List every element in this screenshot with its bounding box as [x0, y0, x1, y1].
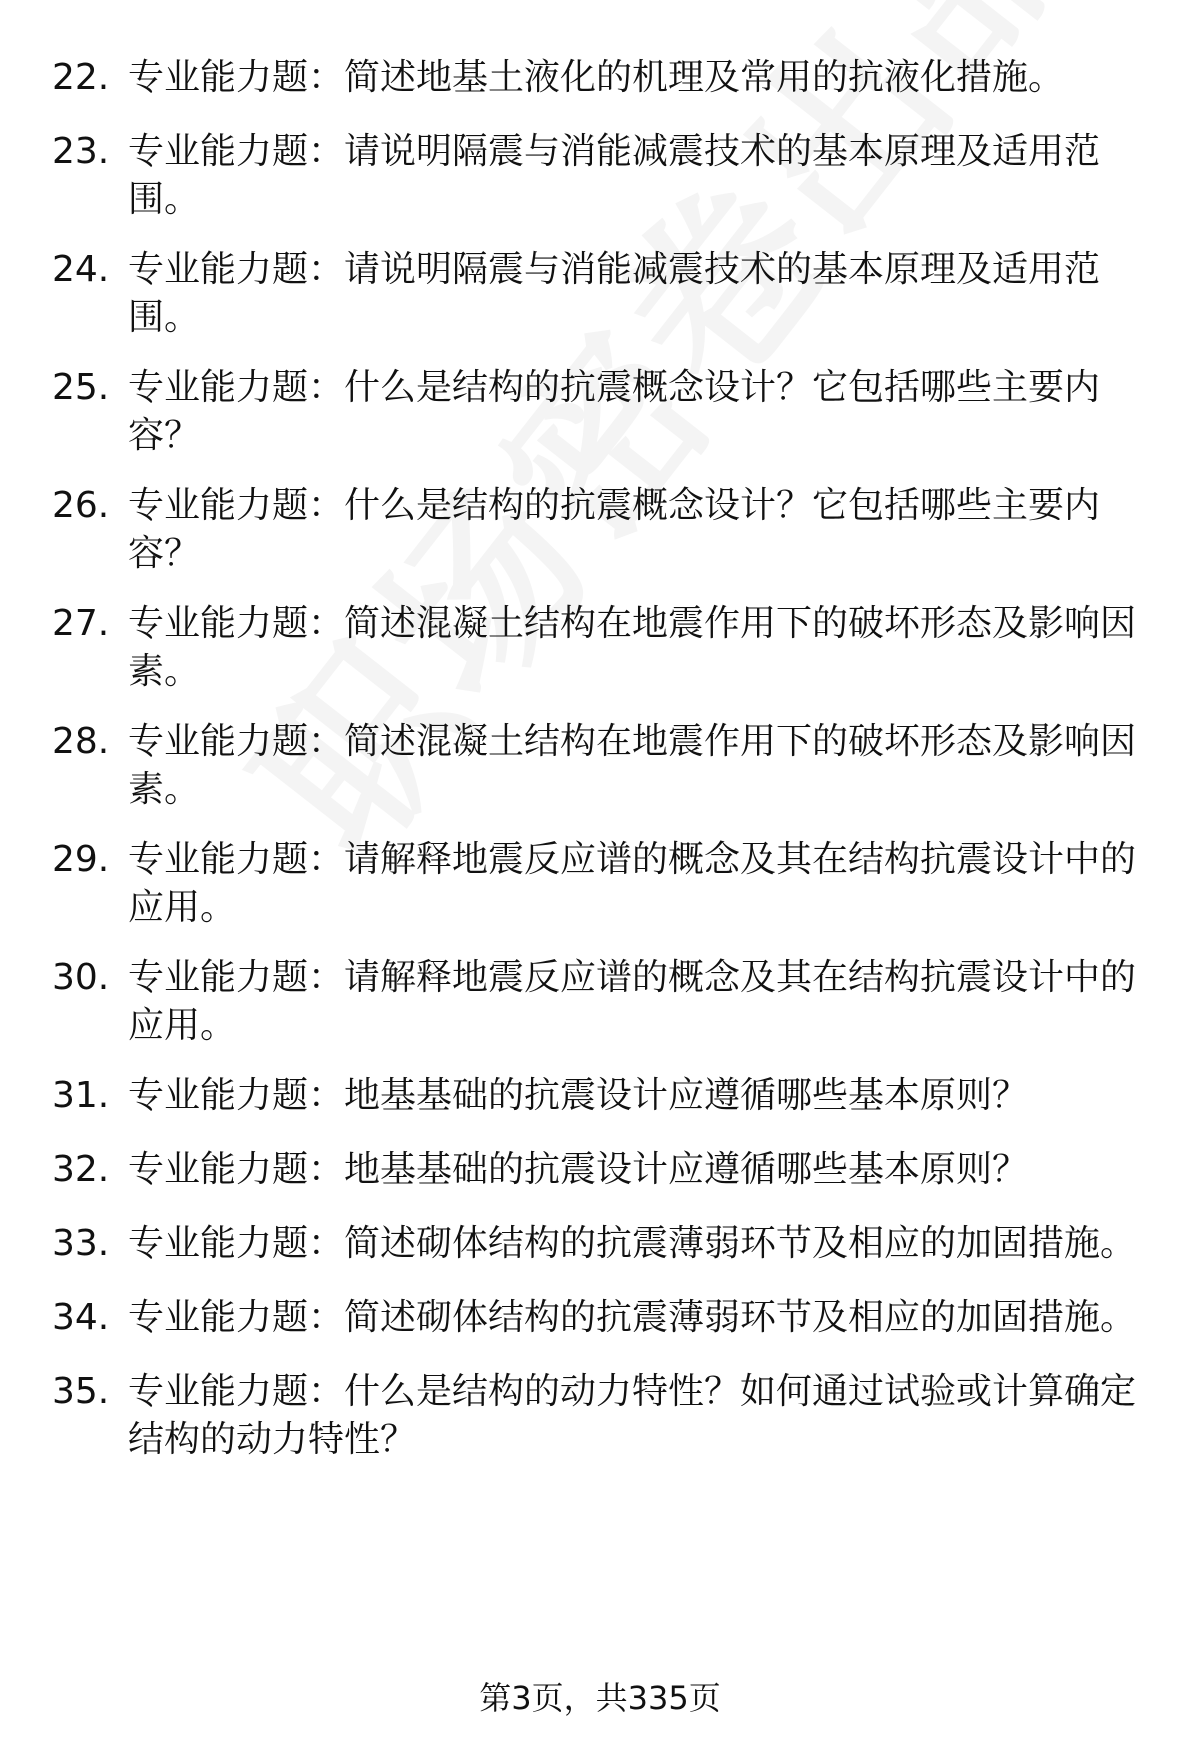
question-text: 专业能力题：什么是结构的抗震概念设计？它包括哪些主要内容？ [128, 367, 1101, 456]
list-item [52, 1368, 1152, 1464]
question-number: 28. [52, 721, 110, 762]
question-number: 35. [52, 1371, 110, 1412]
question-text: 专业能力题：请说明隔震与消能减震技术的基本原理及适用范围。 [128, 131, 1101, 220]
question-text: 专业能力题：什么是结构的抗震概念设计？它包括哪些主要内容？ [128, 485, 1101, 574]
page-footer: 第3页，共335页 [479, 1679, 721, 1717]
question-text: 专业能力题：简述砌体结构的抗震薄弱环节及相应的加固措施。 [128, 1297, 1137, 1338]
list-item [52, 836, 1152, 932]
question-text: 专业能力题：请说明隔震与消能减震技术的基本原理及适用范围。 [128, 249, 1101, 338]
list-item [52, 1072, 1152, 1120]
question-text: 专业能力题：地基基础的抗震设计应遵循哪些基本原则？ [128, 1149, 1029, 1190]
list-item [52, 1146, 1152, 1194]
question-text: 专业能力题：什么是结构的动力特性？如何通过试验或计算确定结构的动力特性？ [128, 1371, 1137, 1460]
list-item [52, 246, 1152, 342]
question-number: 23. [52, 131, 110, 172]
list-item [52, 1294, 1152, 1342]
question-number: 25. [52, 367, 110, 408]
list-item [52, 54, 1152, 102]
question-number: 26. [52, 485, 110, 526]
question-text: 专业能力题：请解释地震反应谱的概念及其在结构抗震设计中的应用。 [128, 957, 1137, 1046]
list-item [52, 364, 1152, 460]
question-number: 29. [52, 839, 110, 880]
list-item [52, 718, 1152, 814]
question-text: 专业能力题：简述地基土液化的机理及常用的抗液化措施。 [128, 57, 1065, 98]
list-item [52, 482, 1152, 578]
list-item [52, 954, 1152, 1050]
list-item [52, 1220, 1152, 1268]
question-number: 24. [52, 249, 110, 290]
question-text: 专业能力题：请解释地震反应谱的概念及其在结构抗震设计中的应用。 [128, 839, 1137, 928]
question-number: 33. [52, 1223, 110, 1264]
list-item [52, 128, 1152, 224]
question-text: 专业能力题：简述混凝土结构在地震作用下的破坏形态及影响因素。 [128, 603, 1137, 692]
question-number: 30. [52, 957, 110, 998]
question-number: 27. [52, 603, 110, 644]
question-number: 22. [52, 57, 110, 98]
question-number: 32. [52, 1149, 110, 1190]
question-text: 专业能力题：简述混凝土结构在地震作用下的破坏形态及影响因素。 [128, 721, 1137, 810]
question-number: 34. [52, 1297, 110, 1338]
question-text: 专业能力题：地基基础的抗震设计应遵循哪些基本原则？ [128, 1075, 1029, 1116]
question-text: 专业能力题：简述砌体结构的抗震薄弱环节及相应的加固措施。 [128, 1223, 1137, 1264]
question-number: 31. [52, 1075, 110, 1116]
list-item [52, 600, 1152, 696]
